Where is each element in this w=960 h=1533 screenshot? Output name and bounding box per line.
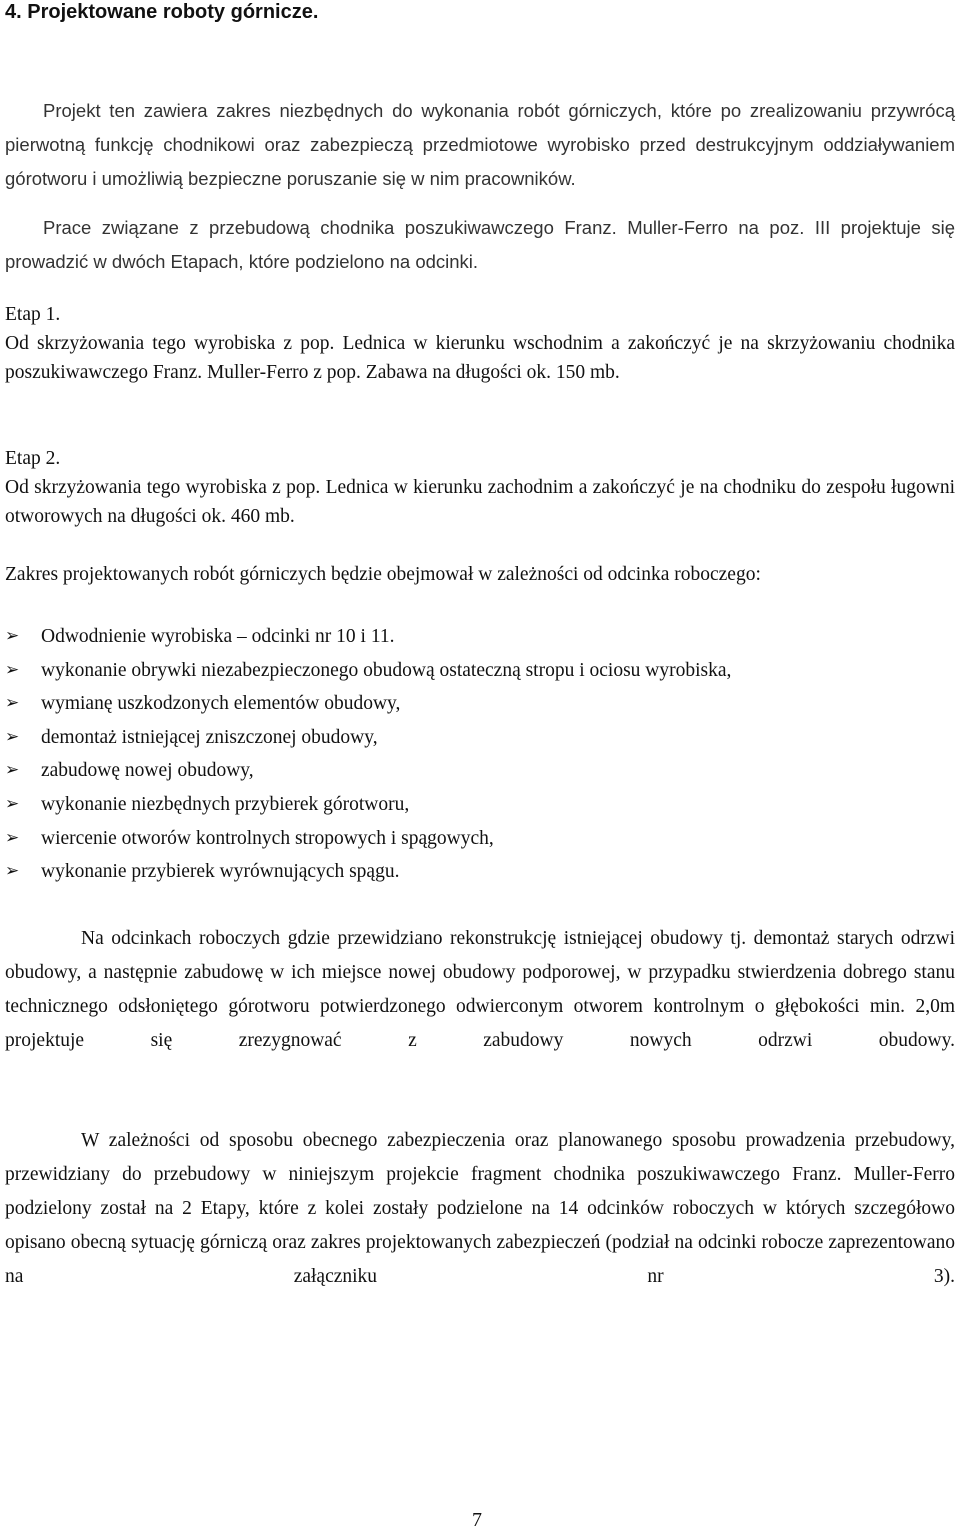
reconstruction-paragraph-text: Na odcinkach roboczych gdzie przewidziano rekonstrukcję istniejącej obudowy tj. demontaż starych odrzwi obudowy, a następnie zabudowę w ich miejsce nowej obudowy podporowej, w przypadku stwierdzenia dobrego stanu technicznego odsłoniętego górotworu potwierdzonego odwierconym otworem kontrolnym o głębokości min. 2,0m projektuje się zrezygnować z zabudowy nowych odrzwi obudowy. — [5, 928, 955, 1051]
etap-1-title: Etap 1. — [5, 304, 61, 325]
section-heading: 4. Projektowane roboty górnicze. — [5, 1, 319, 23]
arrow-bullet-icon: ➢ — [5, 793, 20, 814]
arrow-bullet-icon: ➢ — [5, 726, 20, 747]
etap-1-text: Od skrzyżowania tego wyrobiska z pop. Lednica w kierunku wschodnim a zakończyć je na skrzyżowaniu chodnika poszukiwawczego Franz. Muller-Ferro z pop. Zabawa na długości ok. 150 mb. — [5, 333, 955, 383]
list-item: ➢ zabudowę nowej obudowy, — [5, 754, 955, 788]
list-item: ➢ wymianę uszkodzonych elementów obudowy, — [5, 687, 955, 721]
zakres-paragraph: Zakres projektowanych robót górniczych będzie obejmował w zależności od odcinka roboczego: — [5, 564, 761, 585]
arrow-bullet-icon: ➢ — [5, 659, 20, 680]
intro-paragraph-1 — [5, 94, 955, 196]
list-item: ➢ wiercenie otworów kontrolnych stropowych i spągowych, — [5, 822, 955, 856]
work-scope-list — [5, 620, 955, 889]
arrow-bullet-icon: ➢ — [5, 760, 20, 781]
list-item: ➢ demontaż istniejącej zniszczonej obudowy, — [5, 721, 955, 755]
arrow-bullet-icon: ➢ — [5, 693, 20, 714]
intro-paragraph-1-text: Projekt ten zawiera zakres niezbędnych do wykonania robót górniczych, które po zrealizowaniu przywrócą pierwotną funkcję chodnikowi oraz zabezpieczą przedmiotowe wyrobisko przed destrukcyjnym oddziaływaniem górotworu i umożliwią bezpieczne poruszanie się w nim pracowników. — [5, 100, 955, 189]
etap-2-text: Od skrzyżowania tego wyrobiska z pop. Lednica w kierunku zachodnim a zakończyć je na chodniku do zespołu ługowni otworowych na długości ok. 460 mb. — [5, 477, 955, 527]
division-paragraph-text: W zależności od sposobu obecnego zabezpieczenia oraz planowanego sposobu prowadzenia przebudowy, przewidziany do przebudowy w niniejszym projekcie fragment chodnika poszukiwawczego Franz. Muller-Ferro podzielony został na 2 Etapy, które z kolei zostały podzielone na 14 odcinków roboczych w których szczegółowo opisano obecną sytuację górniczą oraz zakres projektowanych zabezpieczeń (podział na odcinki robocze zaprezentowano na załączniku nr 3). — [5, 1130, 955, 1287]
etap-2-title: Etap 2. — [5, 448, 61, 469]
list-item: ➢ wykonanie obrywki niezabezpieczonego obudową ostateczną stropu i ociosu wyrobiska, — [5, 654, 955, 688]
list-item: ➢ Odwodnienie wyrobiska – odcinki nr 10 i 11. — [5, 620, 955, 654]
list-item: ➢ wykonanie niezbędnych przybierek górotworu, — [5, 788, 955, 822]
reconstruction-paragraph — [5, 922, 955, 1058]
arrow-bullet-icon: ➢ — [5, 626, 20, 646]
intro-paragraph-2-text: Prace związane z przebudową chodnika poszukiwawczego Franz. Muller-Ferro na poz. III projektuje się prowadzić w dwóch Etapach, które podzielono na odcinki. — [5, 217, 955, 272]
arrow-bullet-icon: ➢ — [5, 827, 20, 848]
arrow-bullet-icon: ➢ — [5, 861, 20, 882]
division-paragraph — [5, 1124, 955, 1294]
intro-paragraph-2 — [5, 211, 955, 279]
page-number: 7 — [472, 1509, 482, 1531]
list-item: ➢ wykonanie przybierek wyrównujących spągu. — [5, 855, 955, 889]
